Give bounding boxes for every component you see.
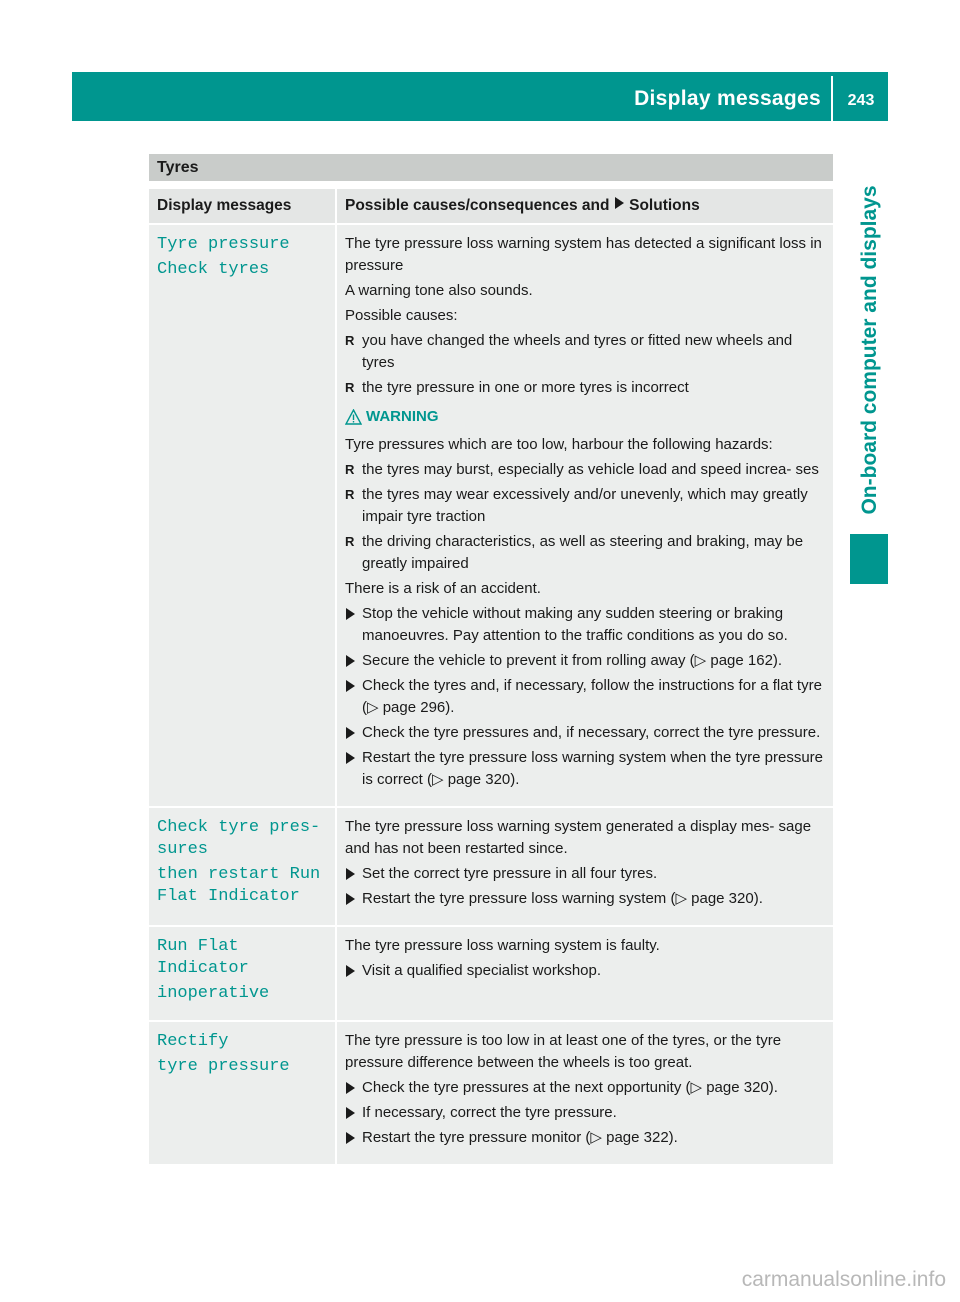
hazard-bullet [345,531,827,575]
step-arrow-icon [346,868,355,880]
table-row [149,1021,833,1165]
step-arrow-icon [346,752,355,764]
column-header-solutions-lead: Possible causes/consequences and [345,197,610,214]
warning-label: WARNING [366,408,439,425]
hazard-bullet-text: the tyres may burst, especially as vehicle load and speed increa- ses [362,461,819,478]
display-message-text: Run Flat Indicator [157,937,249,978]
section-header [149,154,833,181]
solution-step-text: Secure the vehicle to prevent it from rolling away (▷ page 162). [362,652,783,669]
solution-step [345,675,827,719]
step-arrow-icon [346,655,355,667]
solution-step-text: Check the tyres and, if necessary, follow the instructions for a flat tyre (▷ page 296). [362,677,822,716]
step-arrow-icon [346,893,355,905]
solution-paragraph: The tyre pressure loss warning system generated a display mes- sage and has not been restarted since. [345,818,812,857]
watermark: carmanualsonline.info [741,1268,946,1291]
solution-step [345,747,827,791]
solution-paragraph: A warning tone also sounds. [345,282,533,299]
table-header-row [149,189,833,224]
cause-bullet-text: the tyre pressure in one or more tyres is incorrect [362,379,689,396]
table-row [149,926,833,1021]
step-arrow-icon [346,608,355,620]
side-tab-marker [850,534,888,584]
solution-arrow-icon [615,197,624,209]
display-message-text: Check tyre pres‐ sures [157,818,321,859]
step-arrow-icon [346,965,355,977]
bullet-marker-icon: R [345,333,355,348]
display-messages-table [149,189,833,1166]
column-header-messages: Display messages [149,189,336,224]
display-message-cell [149,1021,336,1165]
solution-step-text: Set the correct tyre pressure in all four tyres. [362,865,658,882]
column-header-solutions [336,189,833,224]
solution-cell [336,224,833,807]
solution-step-text: Check the tyre pressures and, if necessary, correct the tyre pressure. [362,724,821,741]
solution-step-text: Stop the vehicle without making any sudden steering or braking manoeuvres. Pay attention to the traffic conditions as you do so. [362,605,788,644]
warning-intro: Tyre pressures which are too low, harbour the following hazards: [345,436,773,453]
warning-heading [345,406,827,428]
solution-step-text: Visit a qualified specialist workshop. [362,962,602,979]
bullet-marker-icon: R [345,487,355,502]
solution-step-text: Restart the tyre pressure loss warning system (▷ page 320). [362,890,763,907]
cause-bullet-text: you have changed the wheels and tyres or fitted new wheels and tyres [362,332,793,371]
solution-paragraph: The tyre pressure is too low in at least one of the tyres, or the tyre pressure difference between the wheels is too great. [345,1032,782,1071]
solution-step-text: Restart the tyre pressure monitor (▷ page 322). [362,1129,678,1146]
solution-cell [336,926,833,1021]
display-message-text: tyre pressure [157,1057,290,1076]
bullet-marker-icon: R [345,462,355,477]
hazard-bullet [345,459,827,481]
solution-paragraph: Possible causes: [345,307,458,324]
solution-step [345,1077,827,1099]
hazard-bullet-text: the driving characteristics, as well as steering and braking, may be greatly impaired [362,533,804,572]
solution-cell [336,1021,833,1165]
display-message-text: Check tyres [157,260,270,279]
display-message-cell [149,926,336,1021]
solution-step [345,960,827,982]
solution-step [345,1102,827,1124]
solution-step [345,650,827,672]
solution-paragraph: The tyre pressure loss warning system is faulty. [345,937,660,954]
solution-cell [336,807,833,926]
bullet-marker-icon: R [345,534,355,549]
column-header-solutions-tail: Solutions [629,197,700,214]
header-title: Display messages [634,87,821,110]
display-message-cell [149,807,336,926]
solution-step [345,1127,827,1149]
header-divider [831,76,833,121]
display-message-cell [149,224,336,807]
solution-step-text: Check the tyre pressures at the next opportunity (▷ page 320). [362,1079,778,1096]
solution-step [345,603,827,647]
display-message-text: Tyre pressure [157,235,290,254]
table-row [149,224,833,807]
step-arrow-icon [346,1132,355,1144]
hazard-bullet-text: the tyres may wear excessively and/or unevenly, which may greatly impair tyre traction [362,486,808,525]
table-body [149,224,833,1165]
hazard-bullet [345,484,827,528]
cause-bullet [345,330,827,374]
table-row [149,807,833,926]
solution-step [345,722,827,744]
solution-step-text: If necessary, correct the tyre pressure. [362,1104,617,1121]
page-header [72,72,888,121]
page-number: 243 [847,92,875,109]
section-title: Tyres [157,159,199,176]
step-arrow-icon [346,680,355,692]
step-arrow-icon [346,727,355,739]
display-message-text: inoperative [157,984,270,1003]
solution-step-text: Restart the tyre pressure loss warning system when the tyre pressure is correct (▷ page 320). [362,749,824,788]
display-message-text: then restart Run Flat Indicator [157,865,321,906]
side-tab-text: On-board computer and displays [858,185,881,515]
solution-paragraph: The tyre pressure loss warning system has detected a significant loss in pressure [345,235,822,274]
step-arrow-icon [346,1082,355,1094]
solution-step [345,863,827,885]
bullet-marker-icon: R [345,380,355,395]
display-message-text: Rectify [157,1032,229,1051]
step-arrow-icon [346,1107,355,1119]
risk-statement: There is a risk of an accident. [345,580,541,597]
warning-triangle-icon [345,409,362,425]
cause-bullet [345,377,827,399]
solution-step [345,888,827,910]
